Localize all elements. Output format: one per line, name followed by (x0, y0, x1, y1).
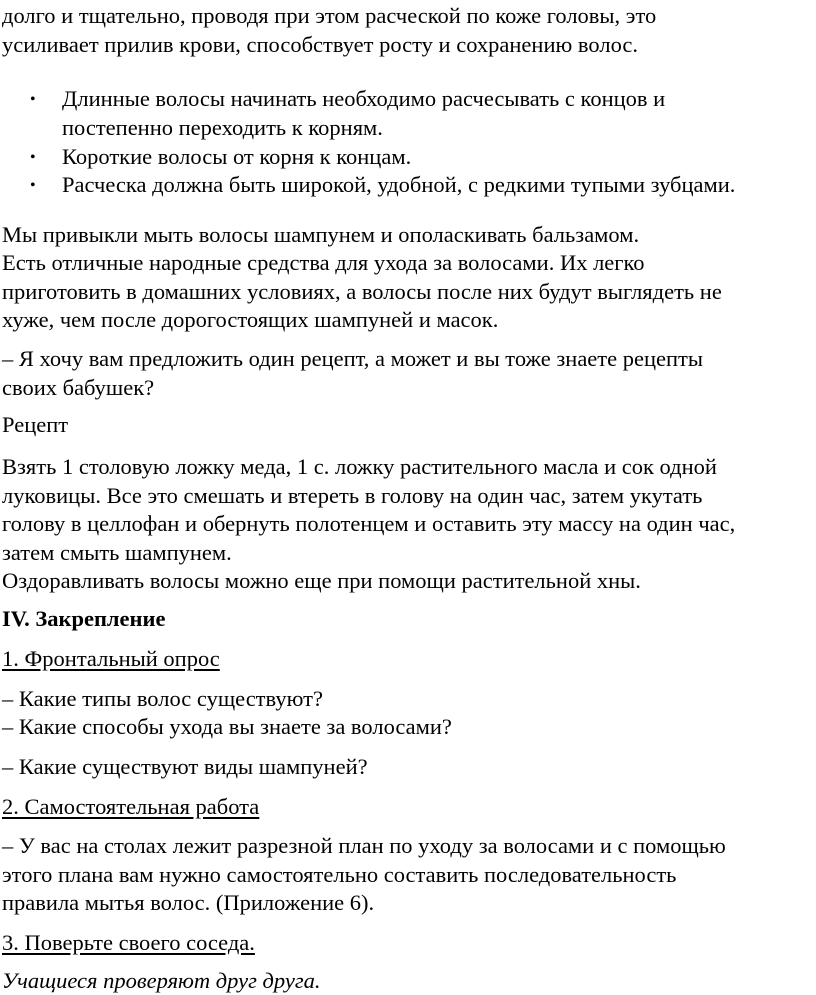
bullet-1-line-2: постепенно переходить к корням. (62, 115, 383, 140)
intro-line-1: долго и тщательно, проводя при этом расческой по коже головы, это (2, 3, 657, 28)
recipe-line-4: затем смыть шампунем. (2, 540, 232, 565)
frontal-question-1: – Какие типы волос существуют? (2, 686, 323, 711)
bullet-marker-2: • (30, 149, 36, 166)
independent-heading: 2. Самостоятельная работа (2, 794, 260, 819)
bullet-3-line-1: Расческа должна быть широкой, удобной, с редкими тупыми зубцами. (62, 172, 736, 197)
frontal-question-3: – Какие существуют виды шампуней? (2, 754, 368, 779)
check-heading: 3. Поверьте своего соседа. (2, 930, 255, 955)
recipe-line-5: Оздоравливать волосы можно еще при помощи растительной хны. (2, 568, 641, 593)
remedies-line-4: хуже, чем после дорогостоящих шампуней и масок. (2, 307, 499, 332)
remedies-line-3: приготовить в домашних условиях, а волосы после них будут выглядеть не (2, 279, 722, 304)
frontal-question-2: – Какие способы ухода вы знаете за волосами? (2, 714, 452, 739)
remedies-line-1: Мы привыкли мыть волосы шампунем и ополаскивать бальзамом. (2, 222, 640, 247)
frontal-heading: 1. Фронтальный опрос (2, 646, 220, 671)
bullet-1-line-1: Длинные волосы начинать необходимо расчесывать с концов и (62, 86, 666, 111)
intro-line-2: усиливает прилив крови, способствует росту и сохранению волос. (2, 32, 638, 57)
recipe-line-2: луковицы. Все это смешать и втереть в голову на один час, затем укутать (2, 483, 703, 508)
independent-line-1: – У вас на столах лежит разрезной план по уходу за волосами и с помощью (2, 833, 726, 858)
remedies-line-2: Есть отличные народные средства для ухода за волосами. Их легко (2, 250, 645, 275)
independent-line-3: правила мытья волос. (Приложение 6). (2, 890, 375, 915)
check-text: Учащиеся проверяют друг друга. (2, 968, 321, 993)
offer-line-2: своих бабушек? (2, 375, 155, 400)
recipe-line-3: голову в целлофан и обернуть полотенцем и оставить эту массу на один час, (2, 511, 736, 536)
independent-line-2: этого плана вам нужно самостоятельно составить последовательность (2, 862, 677, 887)
bullet-marker-1: • (30, 91, 36, 108)
bullet-marker-3: • (30, 177, 36, 194)
section-heading: IV. Закрепление (2, 606, 166, 631)
bullet-2-line-1: Короткие волосы от корня к концам. (62, 144, 412, 169)
recipe-line-1: Взять 1 столовую ложку меда, 1 с. ложку растительного масла и сок одной (2, 454, 717, 479)
recipe-heading: Рецепт (2, 412, 69, 437)
offer-line-1: – Я хочу вам предложить один рецепт, а может и вы тоже знаете рецепты (2, 346, 703, 371)
